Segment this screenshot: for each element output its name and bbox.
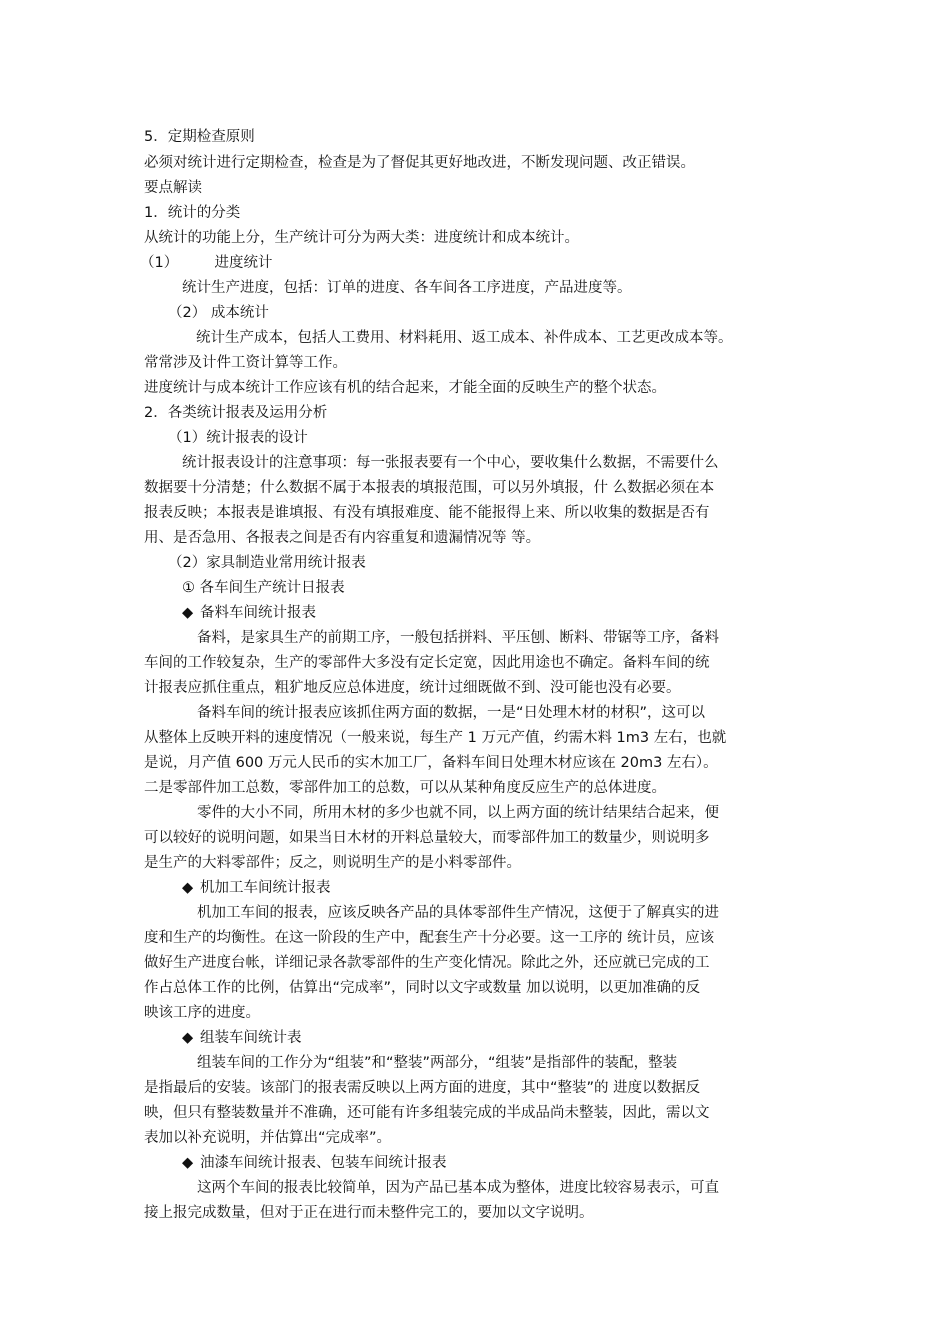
body-text: 用、是否急用、各报表之间是否有内容重复和遗漏情况等 等。 <box>144 530 541 546</box>
diamond-bullet-icon: ◆ <box>182 1155 194 1171</box>
diamond-bullet-icon: ◆ <box>182 605 194 621</box>
subheading-key-points: 要点解读 <box>144 180 202 196</box>
diamond-bullet-icon: ◆ <box>182 1030 194 1046</box>
body-text: 进度统计与成本统计工作应该有机的结合起来，才能全面的反映生产的整个状态。 <box>144 380 666 396</box>
body-text: 二是零部件加工总数，零部件加工的总数，可以从某种角度反应生产的总体进度。 <box>144 780 666 796</box>
subheading: （1）统计报表的设计 <box>168 430 308 446</box>
body-text: 映该工序的进度。 <box>144 1005 260 1021</box>
body-text: 零件的大小不同，所用木材的多少也就不同，以上两方面的统计结果结合起来，便 <box>197 805 719 821</box>
body-text: 这两个车间的报表比较简单，因为产品已基本成为整体，进度比较容易表示，可直 <box>197 1180 719 1196</box>
body-text: 是指最后的安装。该部门的报表需反映以上两方面的进度，其中“整装”的 进度以数据反 <box>144 1080 701 1096</box>
body-text: 备料车间的统计报表应该抓住两方面的数据，一是“日处理木材的材积”，这可以 <box>197 705 706 721</box>
subheading: （2）家具制造业常用统计报表 <box>168 555 366 571</box>
body-text: 车间的工作较复杂，生产的零部件大多没有定长定宽，因此用途也不确定。备料车间的统 <box>144 655 710 671</box>
body-text: 映，但只有整装数量并不准确，还可能有许多组装完成的半成品尚未整装，因此，需以文 <box>144 1105 710 1121</box>
body-text: 报表反映；本报表是谁填报、有没有填报难度、能不能报得上来、所以收集的数据是否有 <box>144 505 710 521</box>
body-text: 备料，是家具生产的前期工序，一般包括拼料、平压刨、断料、带锯等工序，备料 <box>197 630 719 646</box>
body-text: 组装车间的工作分为“组装”和“整装”两部分，“组装”是指部件的装配，整装 <box>197 1055 678 1071</box>
bullet-heading: ◆ 油漆车间统计报表、包装车间统计报表 <box>182 1152 447 1174</box>
bullet-heading: ◆ 备料车间统计报表 <box>182 602 316 624</box>
section-heading-1: 1．统计的分类 <box>144 205 241 221</box>
body-text: 表加以补充说明，并估算出“完成率”。 <box>144 1130 392 1146</box>
section-heading-5: 5．定期检查原则 <box>144 129 255 145</box>
diamond-bullet-icon: ◆ <box>182 880 194 896</box>
list-item-cost: （2） 成本统计 <box>168 305 269 321</box>
numbered-item: ① 各车间生产统计日报表 <box>182 580 345 596</box>
body-text: 度和生产的均衡性。在这一阶段的生产中，配套生产十分必要。这一工序的 统计员，应该 <box>144 930 715 946</box>
body-text: 从统计的功能上分，生产统计可分为两大类：进度统计和成本统计。 <box>144 230 579 246</box>
body-text: 统计生产成本，包括人工费用、材料耗用、返工成本、补件成本、工艺更改成本等。 <box>196 330 733 346</box>
body-text: 是说，月产值 600 万元人民币的实木加工厂，备料车间日处理木材应该在 20m3 左右）。 <box>144 755 718 771</box>
body-text: 从整体上反映开料的速度情况（一般来说，每生产 1 万元产值，约需木料 1m3 左右，也就 <box>144 730 727 746</box>
body-text: 常常涉及计件工资计算等工作。 <box>144 355 347 371</box>
body-text: 做好生产进度台帐，详细记录各款零部件的生产变化情况。除此之外，还应就已完成的工 <box>144 955 710 971</box>
body-text: 统计报表设计的注意事项：每一张报表要有一个中心，要收集什么数据，不需要什么 <box>182 455 719 471</box>
body-text: 作占总体工作的比例，估算出“完成率”，同时以文字或数量 加以说明，以更加准确的反 <box>144 980 701 996</box>
body-text: 计报表应抓住重点，粗犷地反应总体进度，统计过细既做不到、没可能也没有必要。 <box>144 680 681 696</box>
body-text: 是生产的大料零部件；反之，则说明生产的是小料零部件。 <box>144 855 521 871</box>
body-text: 统计生产进度，包括：订单的进度、各车间各工序进度，产品进度等。 <box>182 280 632 296</box>
section-heading-2: 2．各类统计报表及运用分析 <box>144 405 328 421</box>
body-text: 数据要十分清楚；什么数据不属于本报表的填报范围，可以另外填报，什 么数据必须在本 <box>144 480 715 496</box>
list-item-progress: （1） 进度统计 <box>140 255 273 271</box>
body-text: 必须对统计进行定期检查，检查是为了督促其更好地改进，不断发现问题、改正错误。 <box>144 155 695 171</box>
body-text: 接上报完成数量，但对于正在进行而未整件完工的，要加以文字说明。 <box>144 1205 594 1221</box>
body-text: 机加工车间的报表，应该反映各产品的具体零部件生产情况，这便于了解真实的进 <box>197 905 719 921</box>
bullet-heading: ◆ 机加工车间统计报表 <box>182 877 331 899</box>
bullet-heading: ◆ 组装车间统计表 <box>182 1027 302 1049</box>
body-text: 可以较好的说明问题，如果当日木材的开料总量较大，而零部件加工的数量少，则说明多 <box>144 830 710 846</box>
